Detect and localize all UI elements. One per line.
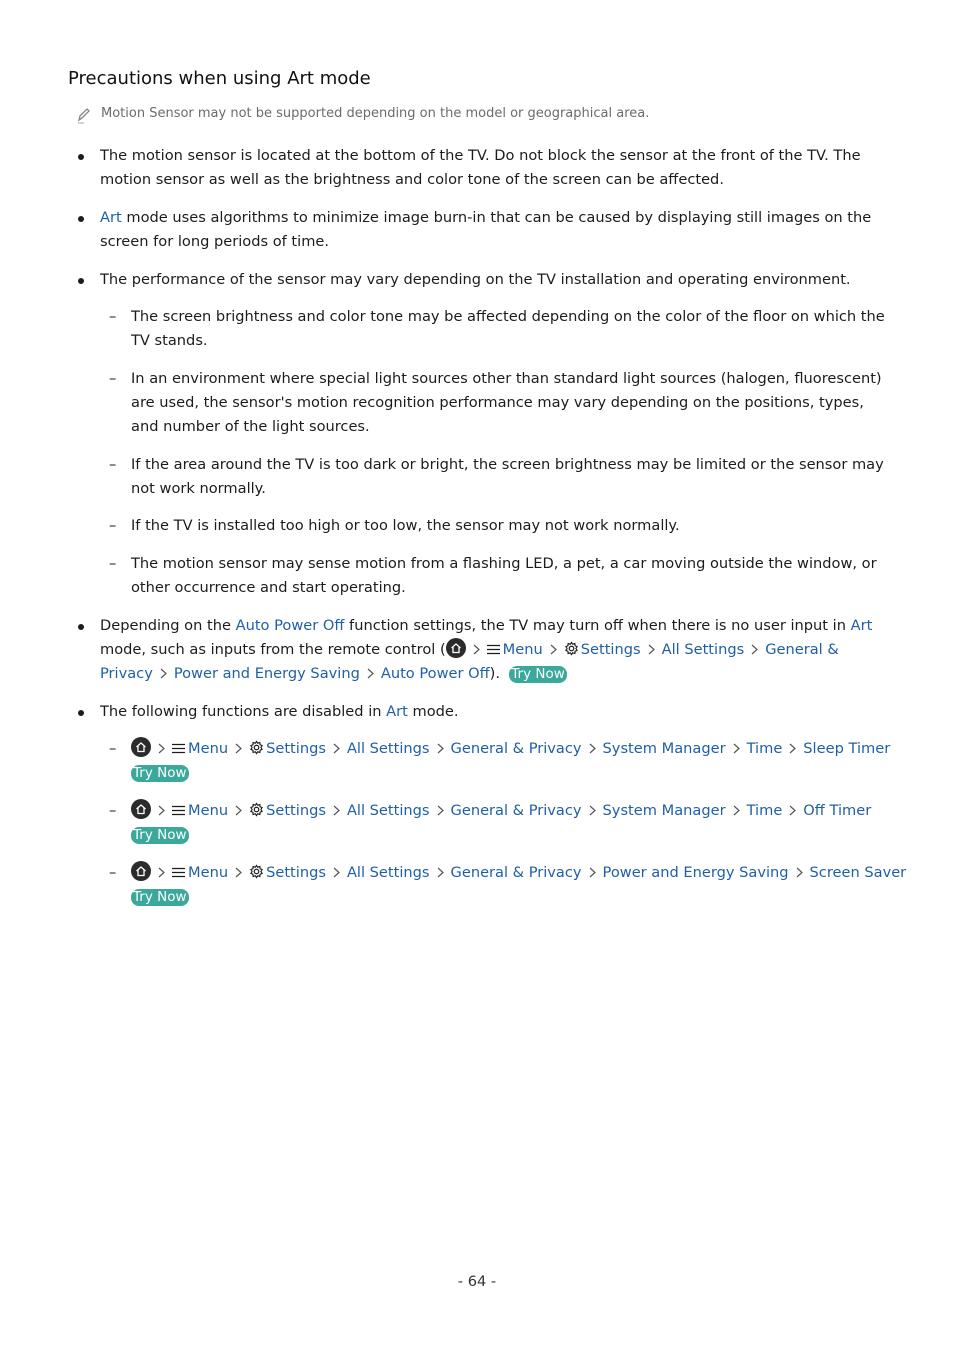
sub-item-3: If the area around the TV is too dark or bright, the screen brightness may be limited or the sensor may not work normally. xyxy=(131,456,884,497)
chevron-right-icon xyxy=(589,861,596,885)
try-now-button[interactable]: Try Now xyxy=(133,765,187,781)
path-settings[interactable]: Settings xyxy=(580,641,641,658)
chevron-right-icon xyxy=(235,861,242,885)
path-power-energy[interactable]: Power and Energy Saving xyxy=(173,665,360,682)
path-menu[interactable]: Menu xyxy=(188,740,229,757)
note xyxy=(76,106,649,124)
sub-item-1: The screen brightness and color tone may be affected depending on the color of the floor on which the TV stands. xyxy=(131,308,885,349)
path-off-timer xyxy=(131,799,891,847)
page-number: - 64 - xyxy=(457,1273,497,1290)
bullet-5-text-a: The following functions are disabled in xyxy=(100,703,387,720)
dash-marker: – xyxy=(109,456,117,473)
dash-marker: – xyxy=(109,517,117,534)
chevron-right-icon xyxy=(437,737,444,761)
bullet-marker xyxy=(78,278,84,284)
bullet-4-text-a: Depending on the xyxy=(100,617,236,634)
chevron-right-icon xyxy=(235,799,242,823)
dash-marker: – xyxy=(109,802,117,819)
dash-marker: – xyxy=(109,864,117,881)
chevron-right-icon xyxy=(751,638,758,662)
menu-icon xyxy=(172,867,185,878)
home-icon xyxy=(131,799,151,819)
chevron-right-icon xyxy=(437,799,444,823)
menu-icon xyxy=(172,805,185,816)
path-sleep-timer xyxy=(131,737,891,785)
bullet-4-text-b: function settings, the TV may turn off when there is no user input in xyxy=(344,617,851,634)
home-icon xyxy=(131,737,151,757)
path-general-privacy[interactable]: General & Privacy xyxy=(450,802,582,819)
art-mode-link[interactable]: Art xyxy=(850,617,873,634)
bullet-item-1: The motion sensor is located at the bottom of the TV. Do not block the sensor at the front of the TV. The motion sensor as well as the brightness and color tone of the screen can be affected. xyxy=(100,147,861,188)
bullet-5-text-b: mode. xyxy=(407,703,459,720)
dash-marker: – xyxy=(109,370,117,387)
art-mode-link[interactable]: Art xyxy=(100,209,122,226)
path-system-manager[interactable]: System Manager xyxy=(602,802,726,819)
bullet-marker xyxy=(78,624,84,630)
sub-item-2: In an environment where special light sources other than standard light sources (halogen, fluorescent) are used, the sensor's motion recognition performance may vary depending on the positions, types, and number of the light sources. xyxy=(131,370,882,435)
note-text: Motion Sensor may not be supported depending on the model or geographical area. xyxy=(101,106,650,121)
bullet-item-5 xyxy=(100,700,892,724)
path-off-timer-link[interactable]: Off Timer xyxy=(803,802,872,819)
bullet-item-2 xyxy=(100,206,892,254)
bullet-item-2-text: mode uses algorithms to minimize image burn-in that can be caused by displaying still images on the screen for long periods of time. xyxy=(100,209,872,250)
chevron-right-icon xyxy=(550,638,557,662)
chevron-right-icon xyxy=(367,662,374,686)
try-now-button[interactable]: Try Now xyxy=(133,889,187,905)
chevron-right-icon xyxy=(789,737,796,761)
chevron-right-icon xyxy=(648,638,655,662)
path-settings[interactable]: Settings xyxy=(266,740,326,757)
path-system-manager[interactable]: System Manager xyxy=(602,740,726,757)
menu-icon xyxy=(487,644,500,655)
path-time[interactable]: Time xyxy=(746,802,783,819)
art-mode-link[interactable]: Art xyxy=(386,703,408,720)
try-now-button[interactable]: Try Now xyxy=(511,666,565,682)
chevron-right-icon xyxy=(437,861,444,885)
path-settings[interactable]: Settings xyxy=(266,864,326,881)
sub-item-4: If the TV is installed too high or too low, the sensor may not work normally. xyxy=(131,517,680,534)
chevron-right-icon xyxy=(789,799,796,823)
home-icon xyxy=(131,861,151,881)
chevron-right-icon xyxy=(333,799,340,823)
bullet-item-3: The performance of the sensor may vary depending on the TV installation and operating environment. xyxy=(100,271,851,288)
path-menu[interactable]: Menu xyxy=(188,864,229,881)
chevron-right-icon xyxy=(589,737,596,761)
path-sleep-timer-link[interactable]: Sleep Timer xyxy=(803,740,891,757)
chevron-right-icon xyxy=(160,662,167,686)
bullet-item-4 xyxy=(100,614,892,686)
path-all-settings[interactable]: All Settings xyxy=(346,740,430,757)
bullet-4-text-c: mode, such as inputs from the remote control ( xyxy=(100,641,446,658)
chevron-right-icon xyxy=(796,861,803,885)
bullet-marker xyxy=(78,710,84,716)
dash-marker: – xyxy=(109,555,117,572)
section-heading: Precautions when using Art mode xyxy=(68,68,371,89)
chevron-right-icon xyxy=(733,799,740,823)
gear-icon xyxy=(249,740,264,755)
path-all-settings[interactable]: All Settings xyxy=(346,802,430,819)
chevron-right-icon xyxy=(473,638,480,662)
dash-marker: – xyxy=(109,308,117,325)
home-icon xyxy=(446,638,466,658)
bullet-marker xyxy=(78,216,84,222)
path-screen-saver xyxy=(131,861,921,909)
path-general-privacy[interactable]: General & Privacy xyxy=(100,641,839,682)
gear-icon xyxy=(564,641,579,656)
chevron-right-icon xyxy=(589,799,596,823)
chevron-right-icon xyxy=(158,861,165,885)
bullet-4-text-end: ). xyxy=(489,665,501,682)
path-all-settings[interactable]: All Settings xyxy=(346,864,430,881)
path-menu[interactable]: Menu xyxy=(188,802,229,819)
path-power-energy[interactable]: Power and Energy Saving xyxy=(602,864,789,881)
bullet-marker xyxy=(78,154,84,160)
try-now-button[interactable]: Try Now xyxy=(133,827,187,843)
path-general-privacy[interactable]: General & Privacy xyxy=(450,740,582,757)
chevron-right-icon xyxy=(333,861,340,885)
chevron-right-icon xyxy=(333,737,340,761)
path-general-privacy[interactable]: General & Privacy xyxy=(450,864,582,881)
pencil-note-icon xyxy=(76,106,92,124)
menu-icon xyxy=(172,743,185,754)
path-time[interactable]: Time xyxy=(746,740,783,757)
sub-item-5: The motion sensor may sense motion from a flashing LED, a pet, a car moving outside the window, or other occurrence and start operating. xyxy=(131,555,877,596)
path-screen-saver-link[interactable]: Screen Saver xyxy=(809,864,907,881)
dash-marker: – xyxy=(109,740,117,757)
chevron-right-icon xyxy=(158,799,165,823)
path-settings[interactable]: Settings xyxy=(266,802,326,819)
auto-power-off-link[interactable]: Auto Power Off xyxy=(235,617,345,634)
chevron-right-icon xyxy=(235,737,242,761)
chevron-right-icon xyxy=(733,737,740,761)
chevron-right-icon xyxy=(158,737,165,761)
gear-icon xyxy=(249,802,264,817)
gear-icon xyxy=(249,864,264,879)
path-auto-power-off[interactable]: Auto Power Off xyxy=(380,665,490,682)
path-all-settings[interactable]: All Settings xyxy=(661,641,745,658)
path-menu[interactable]: Menu xyxy=(502,641,543,658)
